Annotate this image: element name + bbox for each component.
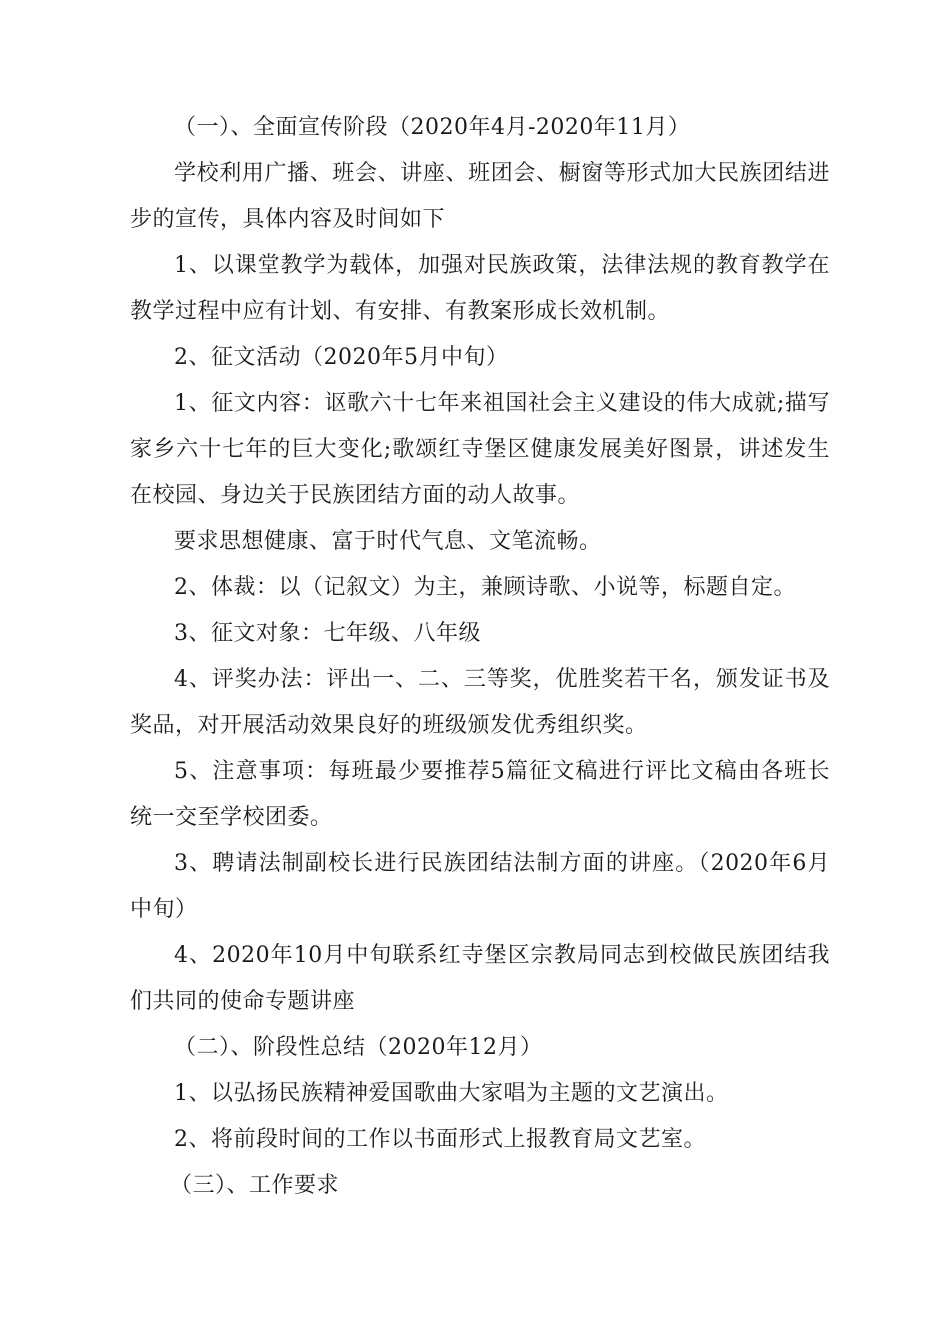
paragraph-item-3-lecture: 3、聘请法制副校长进行民族团结法制方面的讲座。（2020年6月中旬）	[130, 851, 830, 922]
paragraph-summary-report: 2、将前段时间的工作以书面形式上报教育局文艺室。	[174, 1127, 706, 1152]
section-heading-1: （一）、全面宣传阶段（2020年4月-2020年11月）	[174, 115, 691, 140]
paragraph-item-2-essay-activity: 2、征文活动（2020年5月中旬）	[174, 345, 509, 370]
paragraph-essay-audience: 3、征文对象：七年级、八年级	[174, 621, 481, 646]
paragraph-item-4-religion-bureau: 4、2020年10月中旬联系红寺堡区宗教局同志到校做民族团结我们共同的使命专题讲座	[130, 943, 830, 1014]
paragraph-item-1-classroom: 1、以课堂教学为载体，加强对民族政策，法律法规的教育教学在教学过程中应有计划、有安排、有教案形成长效机制。	[130, 253, 830, 324]
paragraph-publicity: 学校利用广播、班会、讲座、班团会、橱窗等形式加大民族团结进步的宣传，具体内容及时间如下	[130, 161, 830, 232]
paragraph-essay-content: 1、征文内容：讴歌六十七年来祖国社会主义建设的伟大成就;描写家乡六十七年的巨大变化;歌颂红寺堡区健康发展美好图景，讲述发生在校园、身边关于民族团结方面的动人故事。	[130, 391, 830, 508]
section-heading-3: （三）、工作要求	[170, 1173, 340, 1198]
paragraph-essay-notes: 5、注意事项：每班最少要推荐5篇征文稿进行评比文稿由各班长统一交至学校团委。	[130, 759, 830, 830]
section-heading-2: （二）、阶段性总结（2020年12月）	[174, 1035, 543, 1060]
paragraph-essay-requirements: 要求思想健康、富于时代气息、文笔流畅。	[174, 529, 602, 554]
paragraph-essay-genre: 2、体裁：以（记叙文）为主，兼顾诗歌、小说等，标题自定。	[174, 575, 796, 600]
document-body	[130, 105, 830, 1209]
paragraph-essay-awards: 4、评奖办法：评出一、二、三等奖，优胜奖若干名，颁发证书及奖品，对开展活动效果良好的班级颁发优秀组织奖。	[130, 667, 830, 738]
paragraph-summary-performance: 1、以弘扬民族精神爱国歌曲大家唱为主题的文艺演出。	[174, 1081, 729, 1106]
